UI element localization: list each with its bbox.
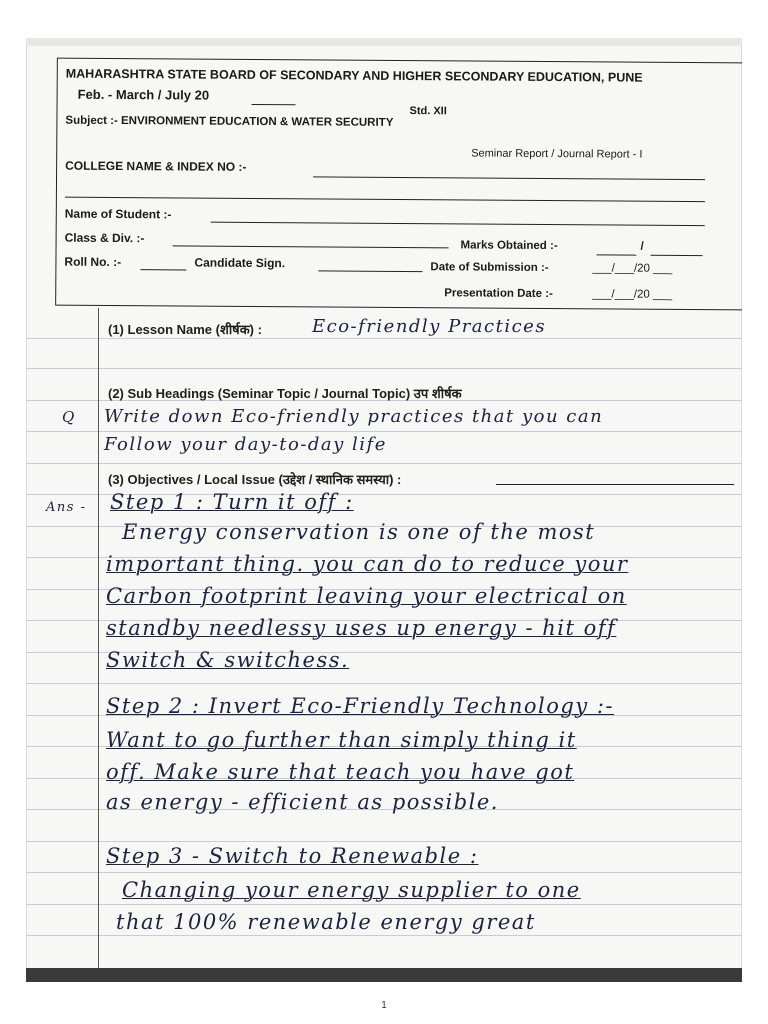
answer-line: Changing your energy supplier to one — [122, 878, 581, 902]
student-name-label: Name of Student :- — [64, 206, 172, 222]
page-number: 1 — [381, 1000, 387, 1011]
page-top-edge — [26, 38, 742, 46]
lesson-name-label: (1) Lesson Name (शीर्षक) : — [108, 322, 262, 337]
answer-line: Energy conservation is one of the most — [122, 520, 596, 544]
submission-date-value: ___/___/20 ___ — [592, 262, 673, 275]
page-bottom-edge — [26, 968, 742, 982]
subheadings-label: (2) Sub Headings (Seminar Topic / Journal Topic) उप शीर्षक — [108, 386, 462, 401]
submission-date-label: Date of Submission :- — [430, 261, 549, 275]
lesson-name-value: Eco-friendly Practices — [312, 316, 547, 337]
class-div-label: Class & Div. :- — [64, 230, 145, 246]
college-label: COLLEGE NAME & INDEX NO :- — [65, 158, 247, 174]
answer-line: Carbon footprint leaving your electrical on — [106, 584, 627, 608]
answer-mark: Ans - — [46, 500, 87, 515]
objectives-label: (3) Objectives / Local Issue (उद्देश / स्थानिक समस्या) : — [108, 472, 402, 487]
answer-line: as energy - efficient as possible. — [106, 790, 499, 814]
question-line-2: Follow your day-to-day life — [104, 434, 387, 455]
presentation-date-label: Presentation Date :- — [444, 287, 553, 301]
answer-line: important thing. you can do to reduce your — [106, 552, 629, 576]
margin-line — [98, 308, 99, 968]
question-mark: Q — [62, 408, 76, 426]
question-line-1: Write down Eco-friendly practices that you can — [104, 406, 604, 427]
subject-label: Subject :- ENVIRONMENT EDUCATION & WATER SECURITY — [65, 114, 394, 129]
marks-slash: / — [640, 240, 644, 253]
roll-no-label: Roll No. :- — [64, 254, 122, 270]
marks-label: Marks Obtained :- — [460, 239, 558, 253]
answer-line: Switch & switchess. — [106, 648, 350, 672]
answer-line: that 100% renewable energy great — [116, 910, 536, 934]
presentation-date-value: ___/___/20 ___ — [592, 288, 673, 301]
std-label: Std. XII — [409, 105, 447, 118]
candidate-sign-label: Candidate Sign. — [194, 255, 286, 271]
answer-line: Step 2 : Invert Eco-Friendly Technology :- — [106, 694, 614, 718]
answer-line: off. Make sure that teach you have got — [106, 760, 575, 784]
answer-line: standby needlessy uses up energy - hit off — [106, 616, 617, 640]
exam-header-box — [55, 58, 742, 311]
report-type: Seminar Report / Journal Report - I — [471, 147, 643, 161]
notebook-page — [26, 38, 742, 982]
board-title: MAHARASHTRA STATE BOARD OF SECONDARY AND HIGHER SECONDARY EDUCATION, PUNE — [65, 66, 643, 85]
answer-line: Want to go further than simply thing it — [106, 728, 577, 752]
answer-line: Step 1 : Turn it off : — [110, 490, 354, 514]
session-label: Feb. - March / July 20 — [77, 86, 210, 103]
answer-line: Step 3 - Switch to Renewable : — [106, 844, 479, 868]
